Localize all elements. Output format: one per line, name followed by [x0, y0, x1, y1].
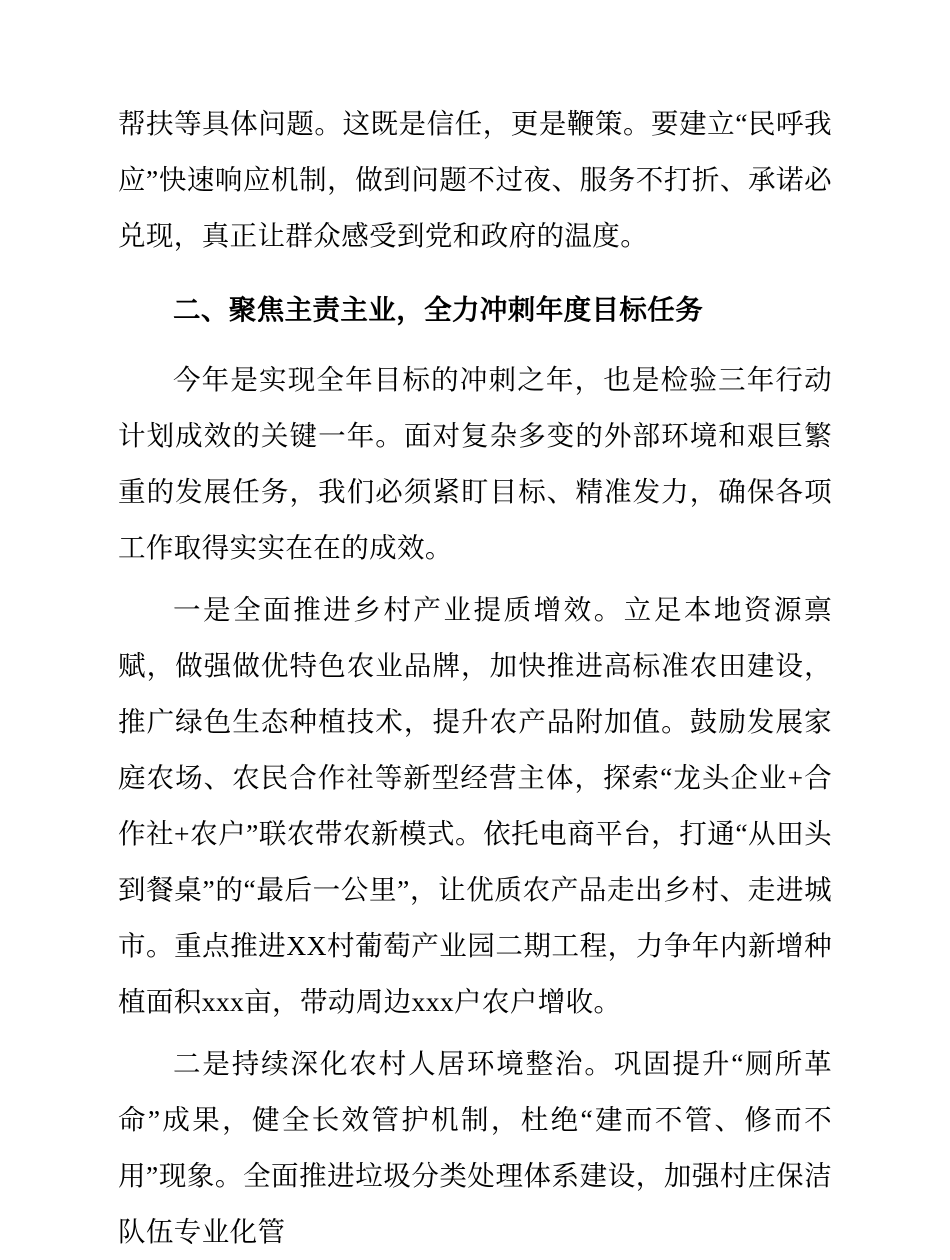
document-body — [118, 96, 832, 1260]
paragraph-annual-target: 今年是实现全年目标的冲刺之年，也是检验三年行动计划成效的关键一年。面对复杂多变的外部环境和艰巨繁重的发展任务，我们必须紧盯目标、精准发力，确保各项工作取得实实在在的成效。 — [118, 364, 832, 563]
paragraph-rural-industry: 一是全面推进乡村产业提质增效。立足本地资源禀赋，做强做优特色农业品牌，加快推进高标准农田建设，推广绿色生态种植技术，提升农产品附加值。鼓励发展家庭农场、农民合作社等新型经营主体，探索“龙头企业+合作社+农户”联农带农新模式。依托电商平台，打通“从田头到餐桌”的“最后一公里”，让优质农产品走出乡村、走进城市。重点推进XX村葡萄产业园二期工程，力争年内新增种植面积xxx亩，带动周边xxx户农户增收。 — [118, 594, 832, 1017]
section-heading-two: 二、聚焦主责主业，全力冲刺年度目标任务 — [173, 294, 704, 325]
paragraph-continued: 帮扶等具体问题。这既是信任，更是鞭策。要建立“民呼我应”快速响应机制，做到问题不过夜、服务不打折、承诺必兑现，真正让群众感受到党和政府的温度。 — [118, 108, 832, 251]
paragraph-living-environment: 二是持续深化农村人居环境整治。巩固提升“厕所革命”成果，健全长效管护机制，杜绝“建而不管、修而不用”现象。全面推进垃圾分类处理体系建设，加强村庄保洁队伍专业化管 — [118, 1048, 832, 1247]
